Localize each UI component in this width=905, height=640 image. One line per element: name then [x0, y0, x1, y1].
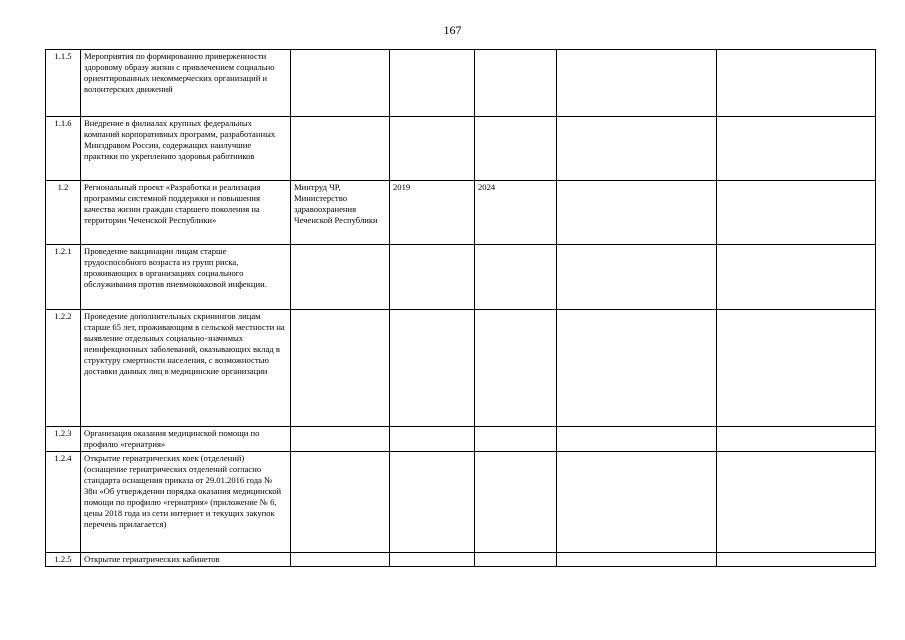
result-cell — [557, 117, 717, 181]
end-year-cell — [475, 245, 557, 310]
measures-table — [45, 49, 876, 567]
row-number: 1.2.1 — [46, 245, 81, 310]
measure-name: Проведение дополнительных скринингов лицам старше 65 лет, проживающим в сельской местности на выявление отдельных социально-значимых неинфекционных заболеваний, оказывающих вклад в структуру смертности населения, с возможностью доставки данных лиц в медицинские организации — [81, 310, 291, 427]
start-year-cell — [390, 310, 475, 427]
indicator-cell — [717, 427, 876, 452]
table-row — [46, 117, 876, 181]
start-year-cell — [390, 50, 475, 117]
result-cell — [557, 427, 717, 452]
end-year-cell — [475, 117, 557, 181]
measure-name: Внедрение в филиалах крупных федеральных компаний корпоративных программ, разработанных Минздравом России, содержащих наилучшие практики по укреплению здоровья работников — [81, 117, 291, 181]
result-cell — [557, 50, 717, 117]
result-cell — [557, 245, 717, 310]
indicator-cell — [717, 452, 876, 553]
table-row — [46, 452, 876, 553]
table-row — [46, 427, 876, 452]
indicator-cell — [717, 553, 876, 567]
executor-cell — [291, 245, 390, 310]
executor-cell — [291, 553, 390, 567]
indicator-cell — [717, 50, 876, 117]
executor-cell — [291, 50, 390, 117]
start-year-cell — [390, 427, 475, 452]
table-row — [46, 310, 876, 427]
end-year-cell — [475, 553, 557, 567]
end-year-cell: 2024 — [475, 181, 557, 245]
end-year-cell — [475, 310, 557, 427]
start-year-cell — [390, 117, 475, 181]
table-row — [46, 553, 876, 567]
row-number: 1.2.5 — [46, 553, 81, 567]
indicator-cell — [717, 245, 876, 310]
table-row — [46, 50, 876, 117]
measure-name: Организация оказания медицинской помощи по профилю «гериатрия» — [81, 427, 291, 452]
table-row — [46, 181, 876, 245]
result-cell — [557, 181, 717, 245]
end-year-cell — [475, 427, 557, 452]
start-year-cell — [390, 452, 475, 553]
result-cell — [557, 310, 717, 427]
measure-name: Открытие гериатрических кабинетов — [81, 553, 291, 567]
end-year-cell — [475, 452, 557, 553]
executor-cell — [291, 427, 390, 452]
measure-name: Проведение вакцинации лицам старше трудоспособного возраста из групп риска, проживающих в организациях социального обслуживания против пневмококковой инфекции. — [81, 245, 291, 310]
indicator-cell — [717, 117, 876, 181]
measure-name: Мероприятия по формированию приверженности здоровому образу жизни с привлечением социально ориентированных некоммерческих организаций и волонтерских движений — [81, 50, 291, 117]
page-number: 167 — [443, 23, 462, 37]
executor-cell — [291, 452, 390, 553]
row-number: 1.2.3 — [46, 427, 81, 452]
row-number: 1.2.4 — [46, 452, 81, 553]
end-year-cell — [475, 50, 557, 117]
result-cell — [557, 452, 717, 553]
measure-name: Региональный проект «Разработка и реализация программы системной поддержки и повышения качества жизни граждан старшего поколения на территории Чеченской Республики» — [81, 181, 291, 245]
row-number: 1.1.6 — [46, 117, 81, 181]
result-cell — [557, 553, 717, 567]
measure-name: Открытие гериатрических коек (отделений) (оснащение гериатрических отделений согласно стандарта оснащения приказа от 29.01.2016 года № 38н «Об утверждении порядка оказания медицинской помощи по профилю «гериатрия» (приложение № 6, цены 2018 года из сети интернет и текущих закупок перечень прилагается) — [81, 452, 291, 553]
start-year-cell — [390, 245, 475, 310]
start-year-cell — [390, 553, 475, 567]
indicator-cell — [717, 181, 876, 245]
start-year-cell: 2019 — [390, 181, 475, 245]
executor-cell — [291, 310, 390, 427]
executor-cell: Минтруд ЧР, Министерство здравоохранения Чеченской Республики — [291, 181, 390, 245]
row-number: 1.2 — [46, 181, 81, 245]
table-row — [46, 245, 876, 310]
executor-cell — [291, 117, 390, 181]
row-number: 1.1.5 — [46, 50, 81, 117]
row-number: 1.2.2 — [46, 310, 81, 427]
indicator-cell — [717, 310, 876, 427]
